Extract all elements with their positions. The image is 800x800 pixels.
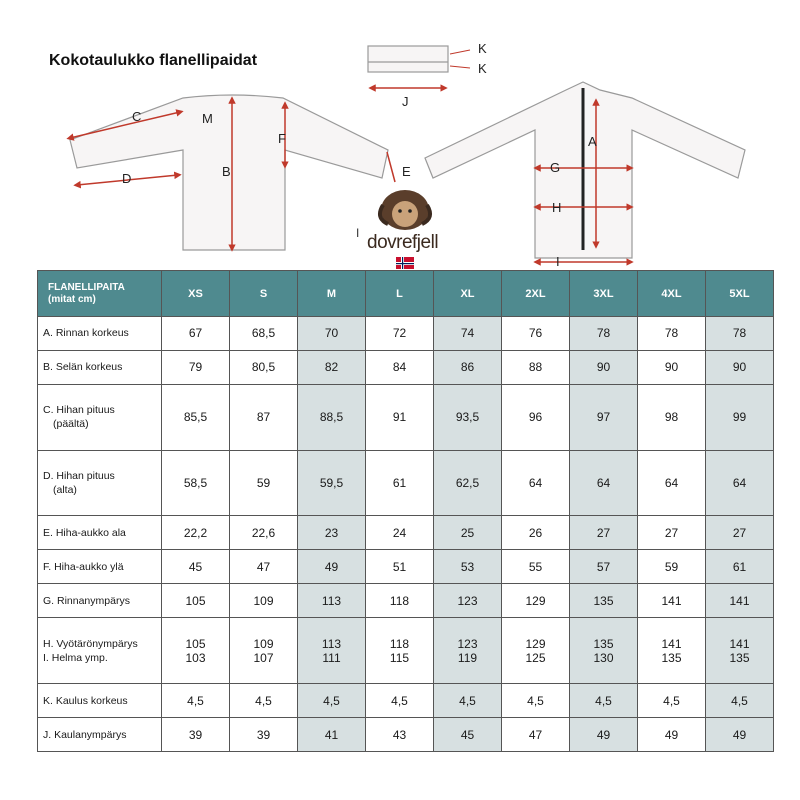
label-m: M [202,111,213,126]
brand-logo-text: dovrefjell [367,232,439,253]
table-cell: 85,5 [162,384,230,450]
table-cell: 62,5 [434,450,502,516]
label-k1: K [478,41,487,56]
measure-e-line [387,152,395,182]
table-cell: 109 [230,584,298,618]
table-cell: 118 115 [366,618,434,684]
table-row [38,516,774,550]
table-cell: 86 [434,350,502,384]
row-label: F. Hiha-aukko ylä [38,550,162,584]
table-cell: 64 [638,450,706,516]
table-cell: 141 135 [706,618,774,684]
size-header-xs: XS [162,271,230,317]
table-cell: 45 [162,550,230,584]
table-cell: 23 [298,516,366,550]
table-cell: 129 125 [502,618,570,684]
row-label: B. Selän korkeus [38,350,162,384]
table-cell: 59,5 [298,450,366,516]
table-cell: 141 135 [638,618,706,684]
table-cell: 58,5 [162,450,230,516]
table-cell: 22,6 [230,516,298,550]
table-cell: 78 [570,317,638,351]
table-cell: 123 119 [434,618,502,684]
musk-ox-logo-icon [380,190,430,230]
table-row [38,718,774,752]
label-k2: K [478,61,487,76]
table-cell: 4,5 [706,684,774,718]
collar-outline [368,46,448,72]
shirt-front-outline [425,82,745,258]
table-cell: 64 [706,450,774,516]
table-cell: 4,5 [230,684,298,718]
table-cell: 41 [298,718,366,752]
table-cell: 57 [570,550,638,584]
label-g: G [550,160,561,175]
table-cell: 4,5 [298,684,366,718]
table-cell: 49 [570,718,638,752]
table-cell: 70 [298,317,366,351]
table-cell: 61 [366,450,434,516]
size-header-s: S [230,271,298,317]
table-cell: 99 [706,384,774,450]
table-cell: 4,5 [162,684,230,718]
table-cell: 88,5 [298,384,366,450]
size-header-xl: XL [434,271,502,317]
label-d: D [122,171,132,186]
table-row [38,618,774,684]
table-cell: 109 107 [230,618,298,684]
table-cell: 4,5 [502,684,570,718]
table-cell: 59 [230,450,298,516]
header-label-cell: FLANELLIPAITA (mitat cm) [38,271,162,317]
table-cell: 118 [366,584,434,618]
label-c: C [132,109,142,124]
table-cell: 49 [706,718,774,752]
size-header-m: M [298,271,366,317]
table-cell: 80,5 [230,350,298,384]
row-label: G. Rinnanympärys [38,584,162,618]
table-cell: 47 [230,550,298,584]
label-f: F [278,131,286,146]
table-cell: 4,5 [570,684,638,718]
size-header-5xl: 5XL [706,271,774,317]
size-header-l: L [366,271,434,317]
measure-k2-line [450,66,470,68]
size-table [37,270,774,752]
table-cell: 25 [434,516,502,550]
table-row [38,550,774,584]
table-cell: 4,5 [366,684,434,718]
label-e: E [402,164,411,179]
table-cell: 67 [162,317,230,351]
table-cell: 84 [366,350,434,384]
table-cell: 76 [502,317,570,351]
table-cell: 49 [298,550,366,584]
table-cell: 49 [638,718,706,752]
table-cell: 90 [570,350,638,384]
table-cell: 55 [502,550,570,584]
table-cell: 78 [638,317,706,351]
table-cell: 105 [162,584,230,618]
table-cell: 47 [502,718,570,752]
table-cell: 113 [298,584,366,618]
table-cell: 59 [638,550,706,584]
label-b: B [222,164,231,179]
table-row [38,684,774,718]
table-cell: 105 103 [162,618,230,684]
table-cell: 4,5 [638,684,706,718]
row-label: C. Hihan pituus (päältä) [38,384,162,450]
row-label: D. Hihan pituus (alta) [38,450,162,516]
table-row [38,350,774,384]
table-cell: 45 [434,718,502,752]
label-i: I [556,254,560,269]
table-cell: 79 [162,350,230,384]
table-row [38,584,774,618]
table-cell: 68,5 [230,317,298,351]
page-title: Kokotaulukko flanellipaidat [49,52,258,69]
table-cell: 27 [570,516,638,550]
table-cell: 82 [298,350,366,384]
row-label: E. Hiha-aukko ala [38,516,162,550]
table-cell: 97 [570,384,638,450]
table-cell: 88 [502,350,570,384]
table-cell: 98 [638,384,706,450]
table-cell: 64 [570,450,638,516]
table-cell: 27 [638,516,706,550]
table-cell: 113 111 [298,618,366,684]
table-cell: 135 130 [570,618,638,684]
table-cell: 53 [434,550,502,584]
table-cell: 43 [366,718,434,752]
row-label: J. Kaulanympärys [38,718,162,752]
table-cell: 27 [706,516,774,550]
table-row [38,317,774,351]
table-cell: 61 [706,550,774,584]
table-cell: 24 [366,516,434,550]
table-row [38,384,774,450]
table-cell: 135 [570,584,638,618]
table-cell: 90 [706,350,774,384]
row-label: A. Rinnan korkeus [38,317,162,351]
stray-mark: I [356,226,360,240]
table-cell: 90 [638,350,706,384]
table-cell: 96 [502,384,570,450]
measure-k1-line [450,50,470,54]
label-h: H [552,200,562,215]
table-cell: 4,5 [434,684,502,718]
label-a: A [588,134,597,149]
table-cell: 129 [502,584,570,618]
norway-flag-icon [396,257,414,269]
size-header-row [38,271,774,317]
row-label: K. Kaulus korkeus [38,684,162,718]
table-cell: 141 [638,584,706,618]
size-header-2xl: 2XL [502,271,570,317]
table-cell: 141 [706,584,774,618]
table-cell: 123 [434,584,502,618]
size-header-4xl: 4XL [638,271,706,317]
table-cell: 72 [366,317,434,351]
table-cell: 87 [230,384,298,450]
table-cell: 93,5 [434,384,502,450]
table-cell: 64 [502,450,570,516]
label-j: J [402,94,409,109]
table-cell: 78 [706,317,774,351]
size-header-3xl: 3XL [570,271,638,317]
table-cell: 91 [366,384,434,450]
table-cell: 74 [434,317,502,351]
table-cell: 39 [230,718,298,752]
row-label: H. Vyötärönympärys I. Helma ymp. [38,618,162,684]
table-row [38,450,774,516]
table-cell: 39 [162,718,230,752]
table-cell: 51 [366,550,434,584]
table-cell: 26 [502,516,570,550]
table-cell: 22,2 [162,516,230,550]
